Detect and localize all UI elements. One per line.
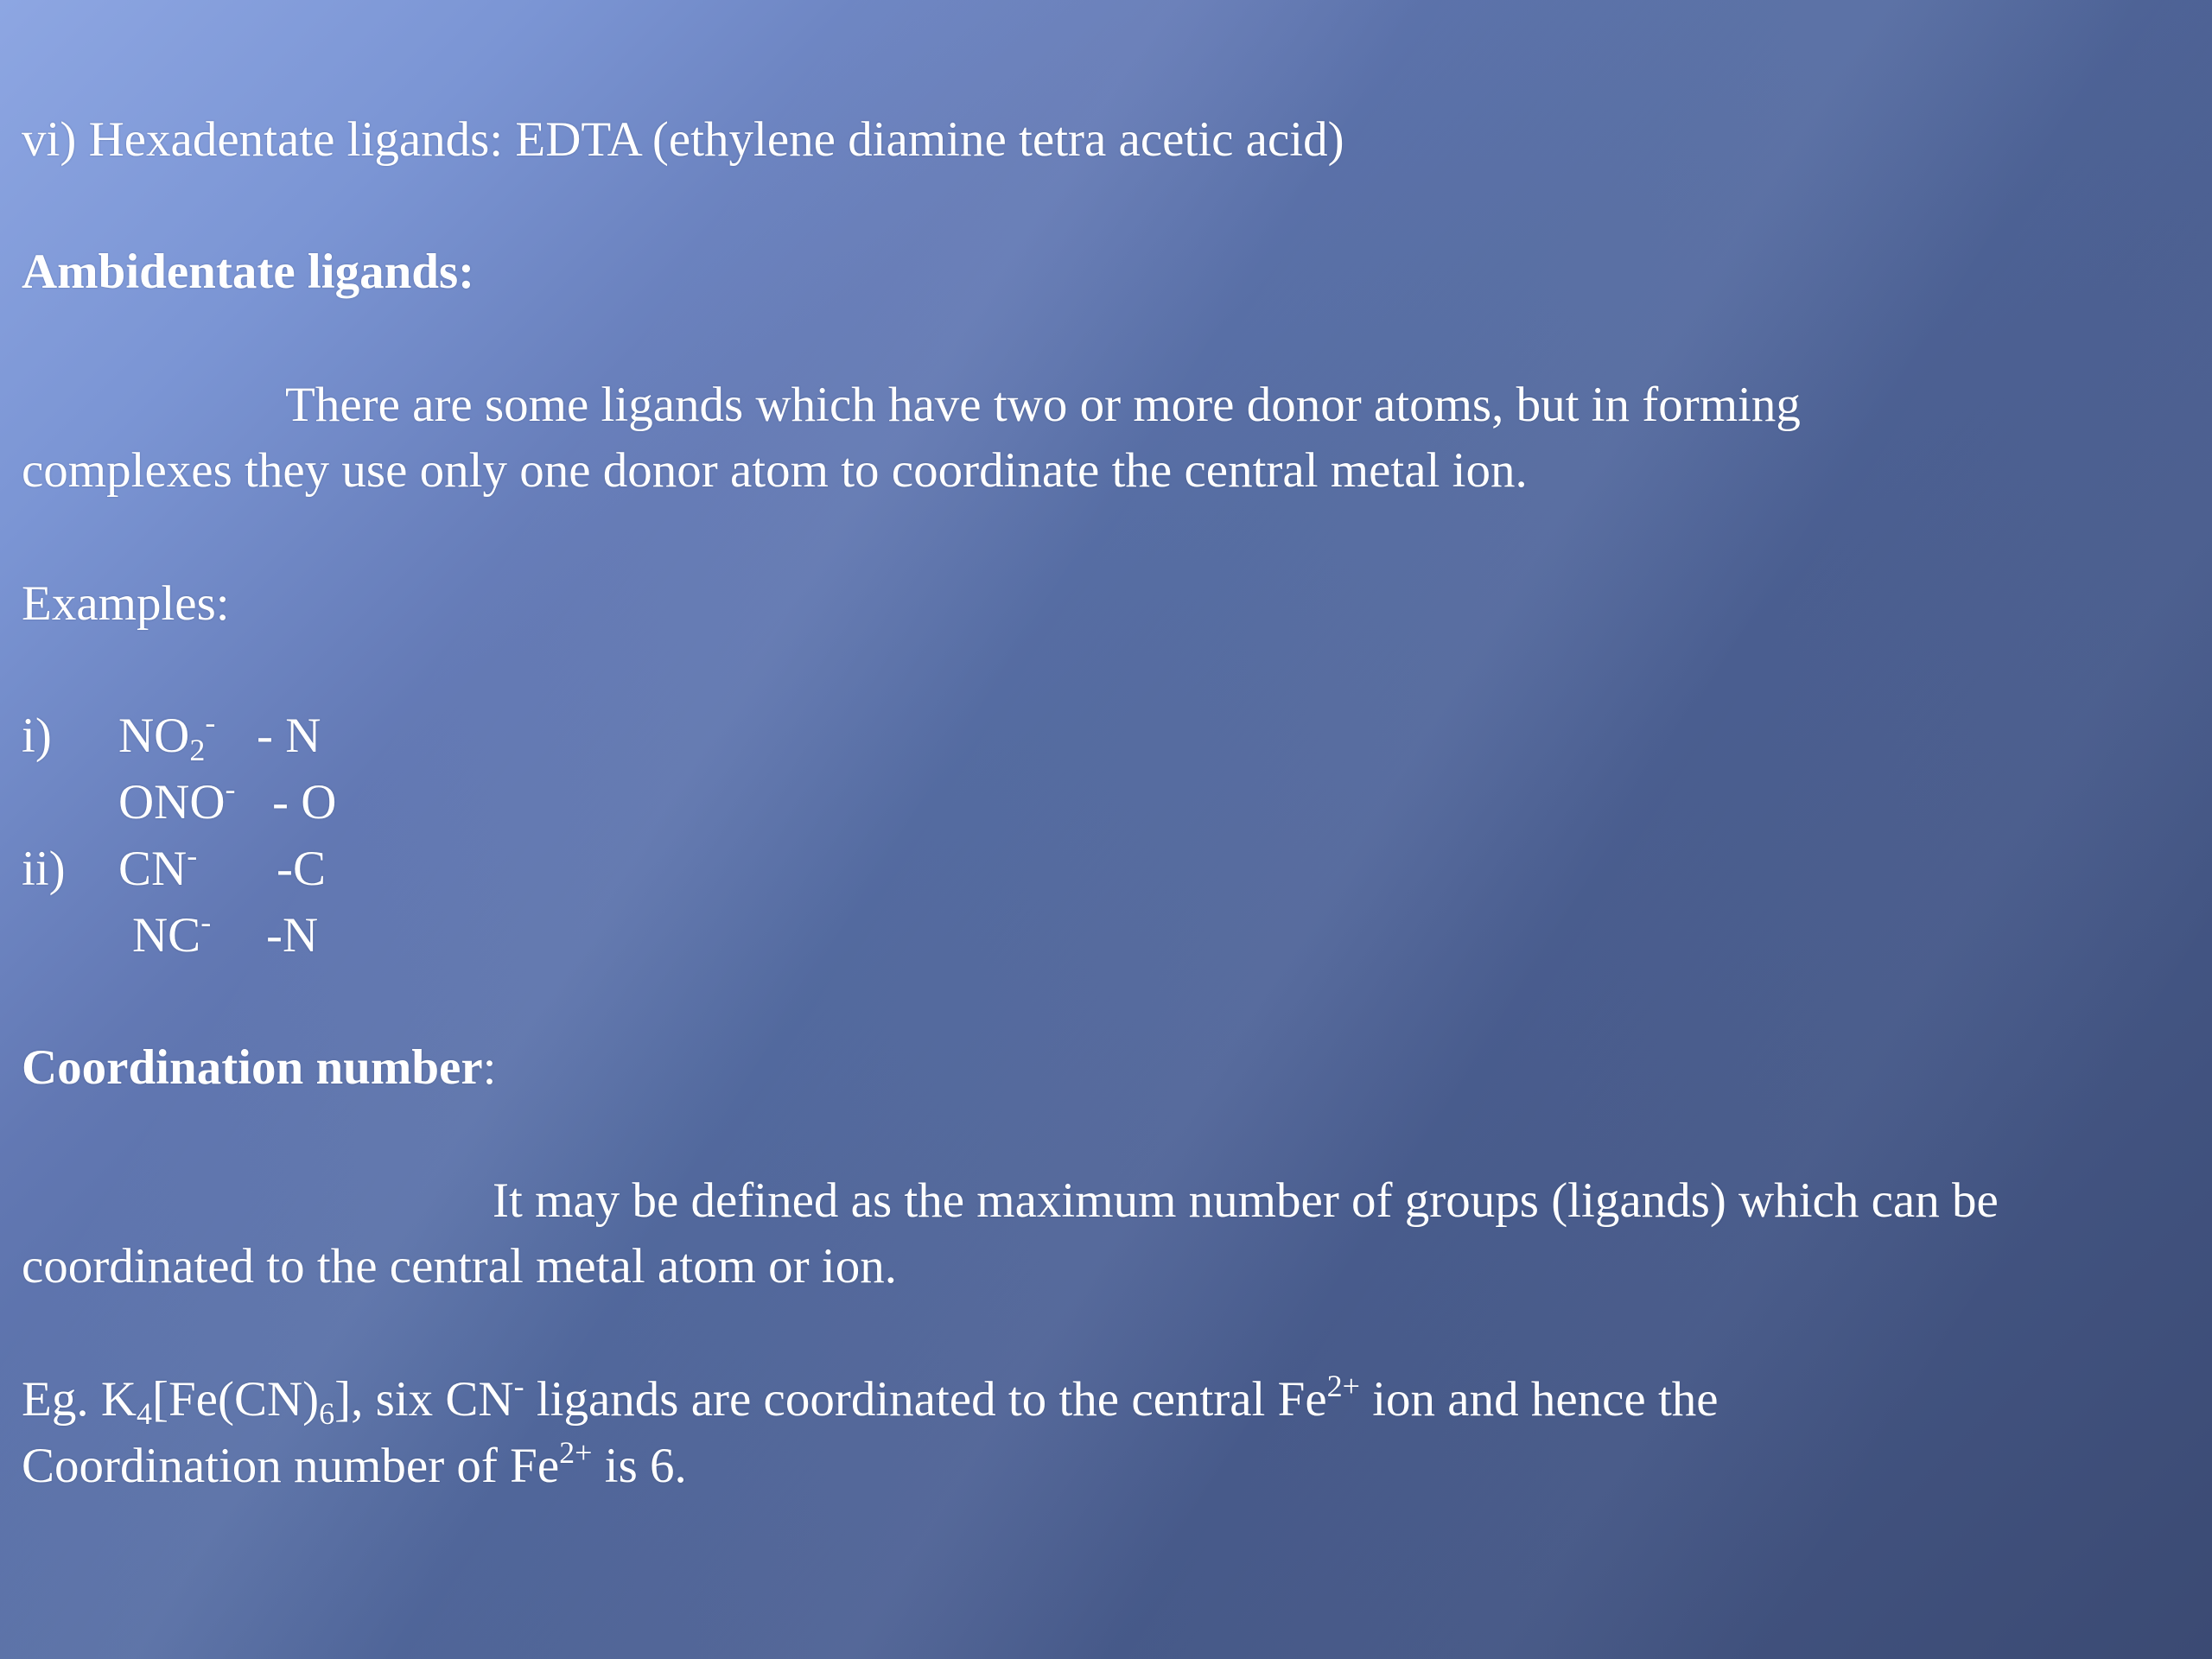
eg-superscript: - [513,1369,524,1403]
formula-text: ONO [118,775,226,830]
formula-text: NC [132,908,201,963]
example-donor-atom: - O [272,775,337,830]
example-row [22,772,454,830]
eg-text: Coordination number of Fe [22,1439,560,1493]
formula-charge: - [205,705,216,740]
eg-text: is 6. [592,1439,687,1493]
eg-subscript: 6 [319,1396,335,1431]
formula-subscript: 2 [189,733,206,767]
coordination-heading-colon: : [482,1040,497,1095]
formula-charge: - [225,772,236,806]
example-equation-line-2 [22,1435,687,1493]
example-donor-atom: -C [276,842,326,896]
example-number: i) [22,709,52,763]
eg-text: ], six CN [334,1372,514,1427]
example-donor-atom: -N [266,908,319,963]
eg-text: Eg. K [22,1372,137,1427]
example-equation-line-1 [22,1369,1719,1431]
example-row [22,838,454,896]
eg-superscript: 2+ [559,1435,593,1470]
coordination-paragraph-line-2: coordinated to the central metal atom or ion. [22,1239,897,1294]
coordination-heading-line [22,1040,497,1095]
example-row [22,705,454,767]
ambidentate-paragraph-line-1: There are some ligands which have two or more donor atoms, but in forming [285,378,1801,432]
eg-subscript: 4 [136,1396,152,1431]
eg-text: ligands are coordinated to the central Fe [524,1372,1327,1427]
eg-superscript: 2+ [1326,1369,1360,1403]
example-row [22,905,454,963]
coordination-paragraph-line-1: It may be defined as the maximum number of groups (ligands) which can be [493,1173,1999,1228]
example-donor-atom: - N [257,709,321,763]
formula-text: NO [118,709,190,763]
hexadentate-line: vi) Hexadentate ligands: EDTA (ethylene diamine tetra acetic acid) [22,112,1344,167]
example-formula [118,705,216,767]
example-formula [132,905,212,963]
ambidentate-heading: Ambidentate ligands: [22,245,475,299]
ambidentate-paragraph-line-2: complexes they use only one donor atom to coordinate the central metal ion. [22,443,1528,498]
eg-text: [Fe(CN) [151,1372,320,1427]
examples-label: Examples: [22,576,230,631]
example-formula [118,838,198,896]
formula-charge: - [187,838,198,873]
formula-text: CN [118,842,188,896]
coordination-heading: Coordination number [22,1040,483,1095]
formula-charge: - [200,905,212,939]
example-formula [118,772,236,830]
example-number: ii) [22,842,66,896]
eg-text: ion and hence the [1359,1372,1719,1427]
